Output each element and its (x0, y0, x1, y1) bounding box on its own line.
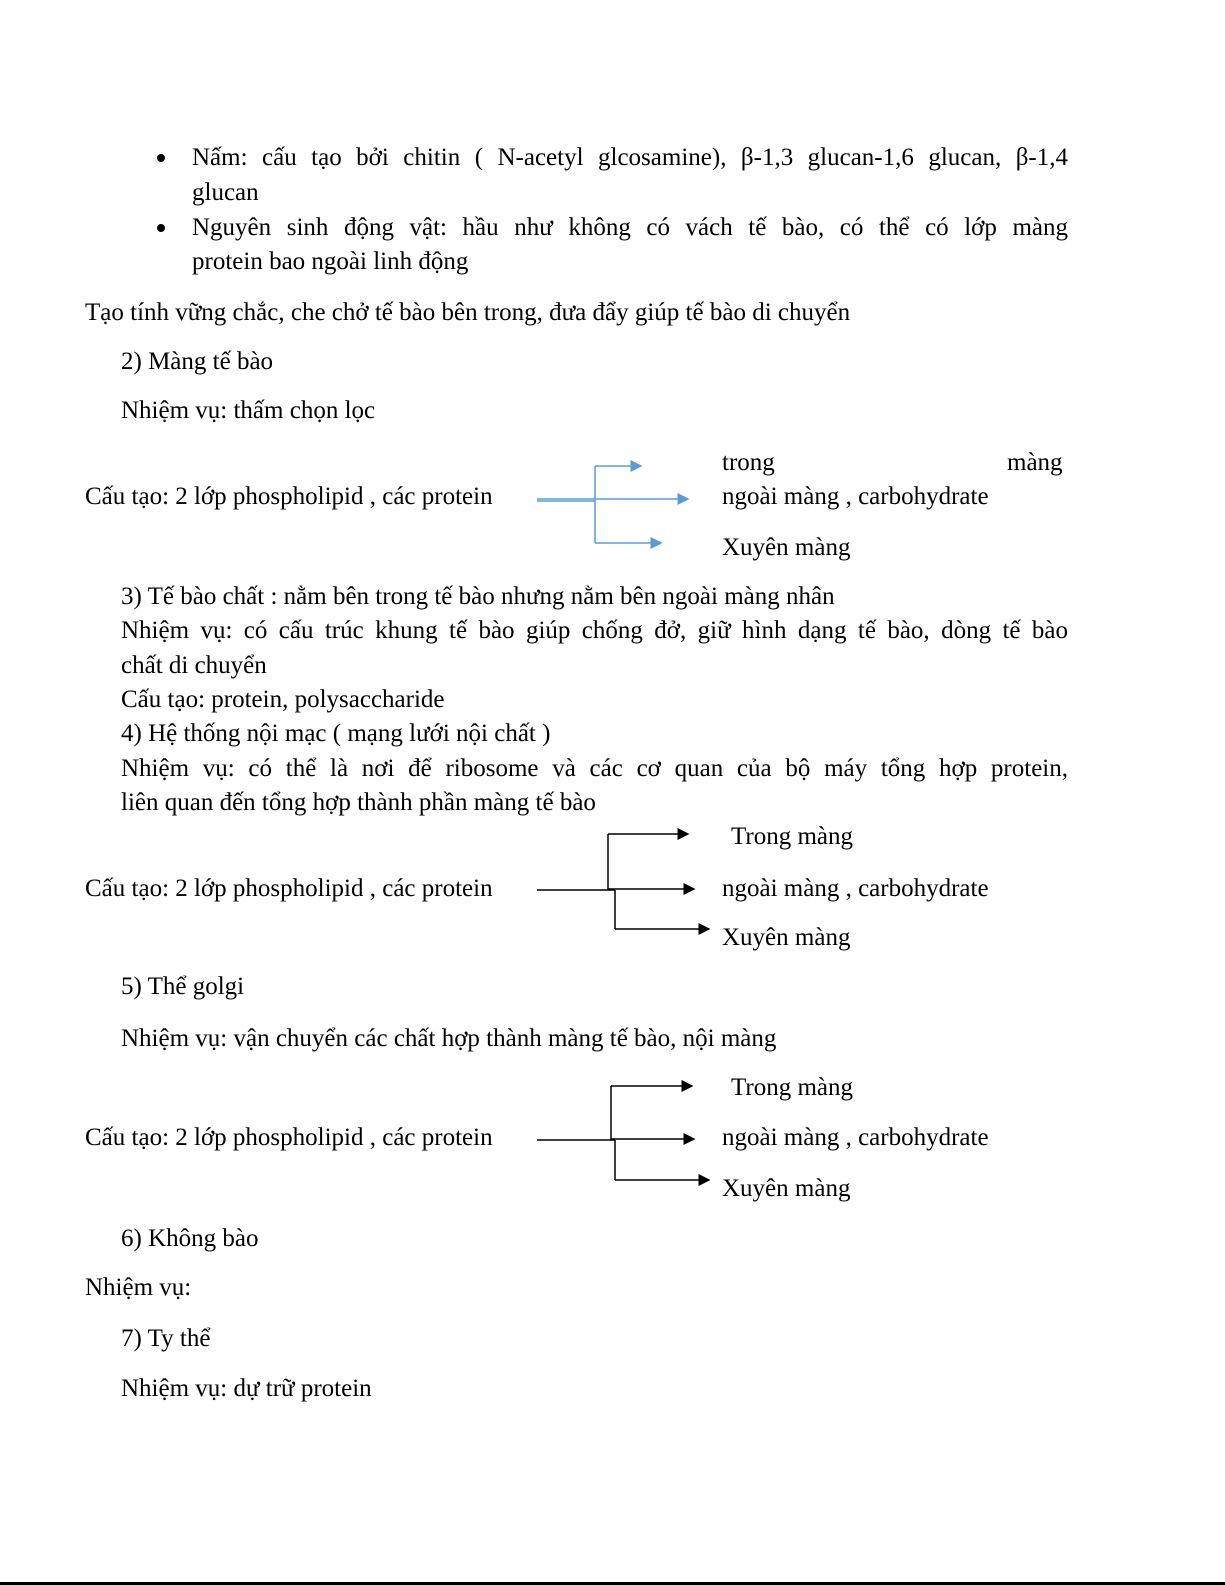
diagram-target: Xuyên màng (722, 1175, 851, 1202)
diagram-target: trong (722, 449, 775, 476)
section-heading: 7) Ty thể (121, 1325, 211, 1352)
diagram-target: màng (1007, 449, 1063, 476)
bullet-text: Nguyên sinh động vật: hầu như không có vách tế bào, có thể có lớp màng (192, 214, 1068, 241)
diagram-target: ngoài màng , carbohydrate (722, 1124, 989, 1151)
task-text: chất di chuyển (121, 652, 267, 679)
section-heading: 5) Thể golgi (121, 973, 245, 1000)
diagram-target: Trong màng (731, 1074, 854, 1101)
diagram-source: Cấu tạo: 2 lớp phospholipid , các protein (85, 483, 493, 510)
task-text: Nhiệm vụ: vận chuyển các chất hợp thành màng tế bào, nội màng (121, 1025, 777, 1052)
summary-text: Tạo tính vững chắc, che chở tế bào bên trong, đưa đẩy giúp tế bào di chuyển (85, 299, 851, 326)
diagram-target: ngoài màng , carbohydrate (722, 875, 989, 902)
diagram1-arrows (537, 466, 688, 543)
section-heading: 6) Không bào (121, 1225, 259, 1252)
section-heading: 4) Hệ thống nội mạc ( mạng lưới nội chất ) (121, 720, 551, 747)
bullet-text: glucan (192, 179, 259, 206)
task-text: Nhiệm vụ: có thể là nơi để ribosome và các cơ quan của bộ máy tổng hợp protein, (121, 755, 1068, 782)
task-text: Nhiệm vụ: thấm chọn lọc (121, 397, 376, 424)
section-heading: 3) Tế bào chất : nằm bên trong tế bào nhưng nằm bên ngoài màng nhân (121, 583, 835, 610)
diagram-source: Cấu tạo: 2 lớp phospholipid , các protein (85, 875, 493, 902)
bullet-text: protein bao ngoài linh động (192, 248, 469, 275)
task-text: liên quan đến tổng hợp thành phần màng tế bào (121, 789, 596, 816)
task-text: Nhiệm vụ: dự trữ protein (121, 1375, 372, 1402)
diagram2-arrows (537, 834, 709, 929)
task-text: Nhiệm vụ: (85, 1274, 192, 1301)
diagram-target: Trong màng (731, 823, 854, 850)
diagram-target: Xuyên màng (722, 534, 851, 561)
diagram-source: Cấu tạo: 2 lớp phospholipid , các protein (85, 1124, 493, 1151)
diagram3-arrows (537, 1086, 709, 1180)
bullet-text: Nấm: cấu tạo bởi chitin ( N-acetyl glcosamine), β-1,3 glucan-1,6 glucan, β-1,4 (192, 144, 1068, 171)
section-heading: 2) Màng tế bào (121, 348, 274, 375)
structure-text: Cấu tạo: protein, polysaccharide (121, 686, 445, 713)
diagram-target: Xuyên màng (722, 924, 851, 951)
task-text: Nhiệm vụ: có cấu trúc khung tế bào giúp chống đở, giữ hình dạng tế bào, dòng tế bào (121, 617, 1068, 644)
diagram-target: ngoài màng , carbohydrate (722, 483, 989, 510)
